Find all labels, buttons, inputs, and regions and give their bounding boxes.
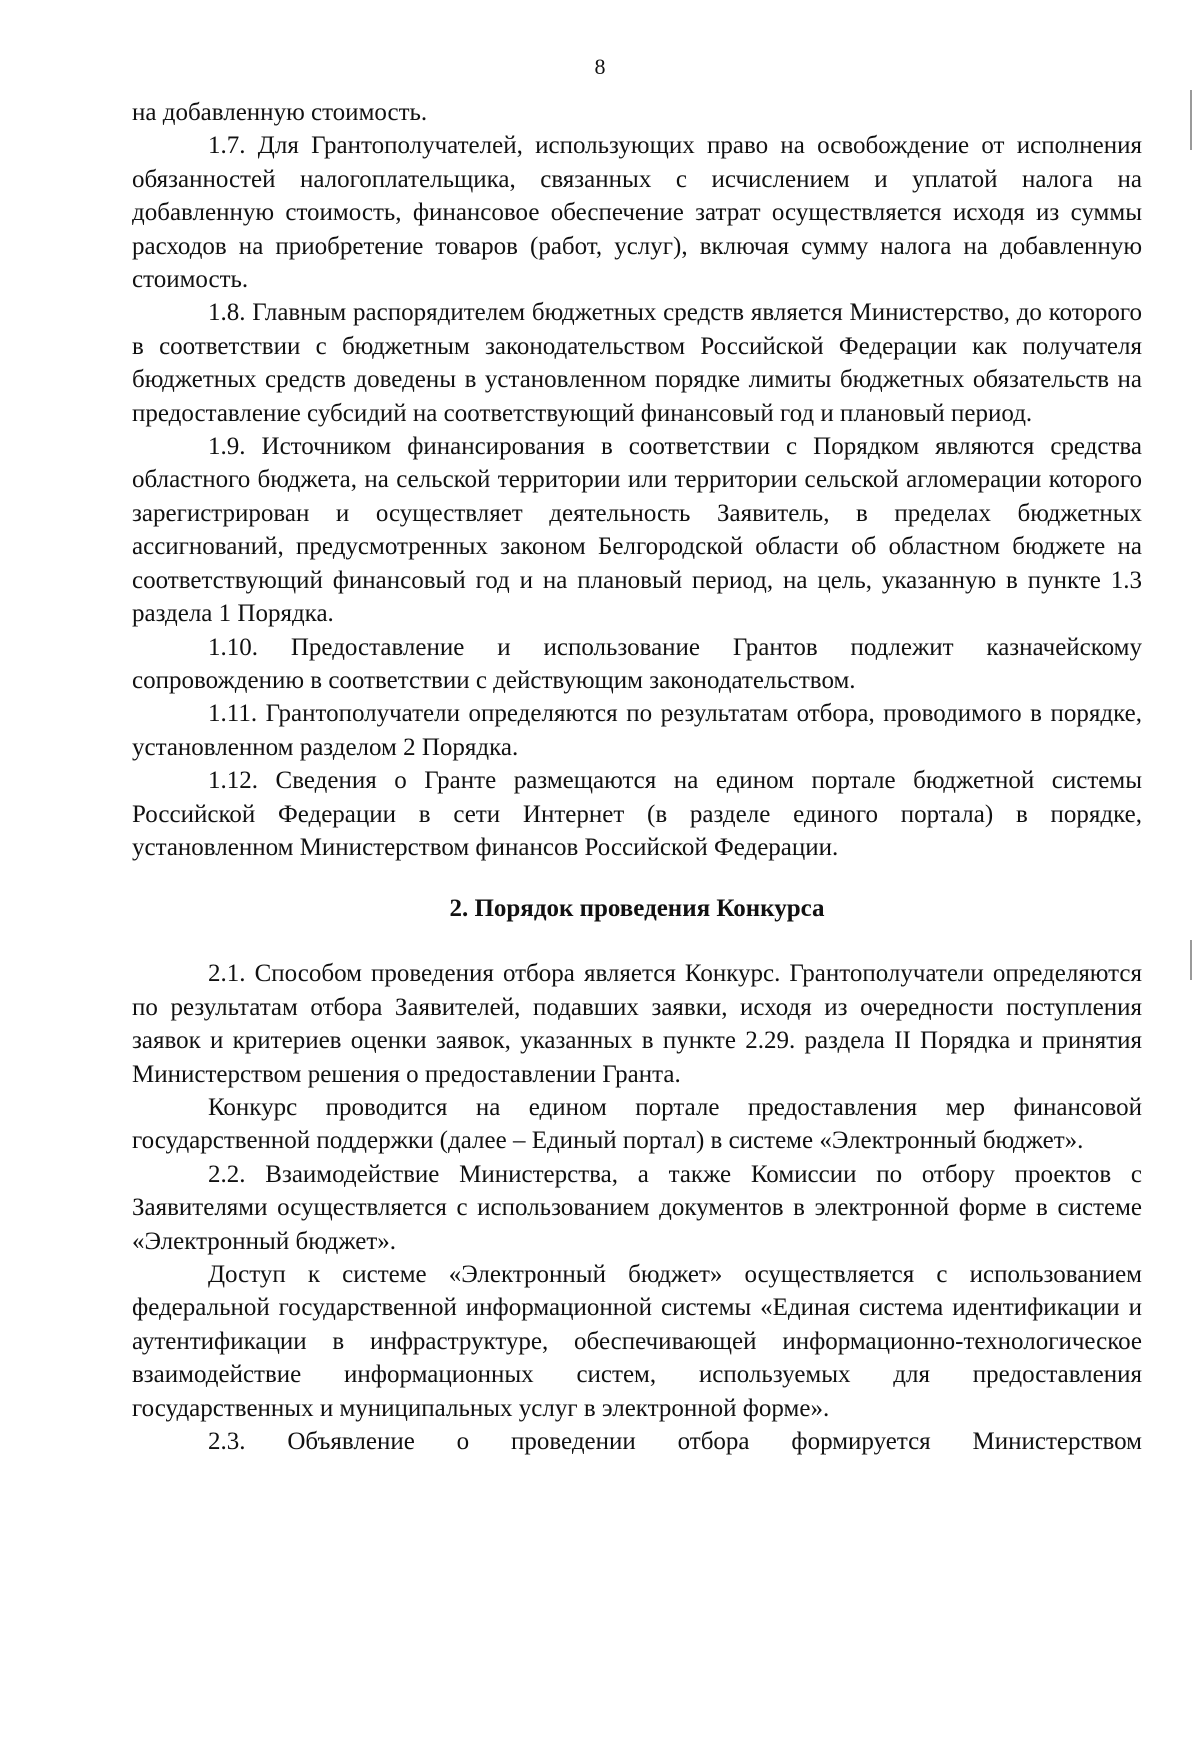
paragraph-1-11: 1.11. Грантополучатели определяются по результатам отбора, проводимого в порядке, установленном разделом 2 Порядка. — [132, 700, 1142, 761]
paragraph-2-1: 2.1. Способом проведения отбора является Конкурс. Грантополучатели определяются по результатам отбора Заявителей, подавших заявки, исходя из очередности поступления заявок и критериев оценки заявок, указанных в пункте 2.29. раздела II Порядка и принятия Министерством решения о предоставлении Гранта. — [132, 960, 1142, 1088]
paragraph-2-2-access: Доступ к системе «Электронный бюджет» осуществляется с использованием федеральной государственной информационной системы «Единая система идентификации и аутентификации в инфраструктуре, обеспечивающей информационно-технологическое взаимодействие информационных систем, используемых для предоставления государственных и муниципальных услуг в электронной форме». — [132, 1261, 1142, 1422]
paragraph-continuation: на добавленную стоимость. — [132, 99, 428, 126]
scan-edge-mark — [1190, 90, 1192, 150]
scan-edge-mark — [1190, 940, 1192, 980]
section-heading: 2. Порядок проведения Конкурса — [449, 895, 825, 923]
paragraph-2-3: 2.3. Объявление о проведении отбора формируется Министерством — [208, 1428, 1142, 1456]
paragraph-1-8: 1.8. Главным распорядителем бюджетных средств является Министерство, до которого в соответствии с бюджетным законодательством Российской Федерации как получателя бюджетных средств доведены в установленном порядке лимиты бюджетных обязательств на предоставление субсидий на соответствующий финансовый год и плановый период. — [132, 299, 1142, 427]
paragraph-1-7: 1.7. Для Грантополучателей, использующих право на освобождение от исполнения обязанностей налогоплательщика, связанных с исчислением и уплатой налога на добавленную стоимость, финансовое обеспечение затрат осуществляется исходя из суммы расходов на приобретение товаров (работ, услуг), включая сумму налога на добавленную стоимость. — [132, 132, 1142, 294]
document-body — [132, 96, 1142, 1458]
paragraph-1-10: 1.10. Предоставление и использование Грантов подлежит казначейскому сопровождению в соответствии с действующим законодательством. — [132, 633, 1142, 694]
page-number: 8 — [594, 54, 606, 79]
paragraph-2-2: 2.2. Взаимодействие Министерства, а также Комиссии по отбору проектов с Заявителями осуществляется с использованием документов в электронной форме в системе «Электронный бюджет». — [132, 1160, 1142, 1255]
paragraph-1-12: 1.12. Сведения о Гранте размещаются на едином портале бюджетной системы Российской Федерации в сети Интернет (в разделе единого портала) в порядке, установленном Министерством финансов Российской Федерации. — [132, 767, 1142, 861]
paragraph-1-9: 1.9. Источником финансирования в соответствии с Порядком являются средства областного бюджета, на сельской территории или территории сельской агломерации которого зарегистрирован и осуществляет деятельность Заявитель, в пределах бюджетных ассигнований, предусмотренных законом Белгородской области об областном бюджете на соответствующий финансовый год и на плановый период, на цель, указанную в пункте 1.3 раздела 1 Порядка. — [132, 433, 1142, 628]
paragraph-2-1-contest: Конкурс проводится на едином портале предоставления мер финансовой государственной поддержки (далее – Единый портал) в системе «Электронный бюджет». — [132, 1093, 1142, 1155]
